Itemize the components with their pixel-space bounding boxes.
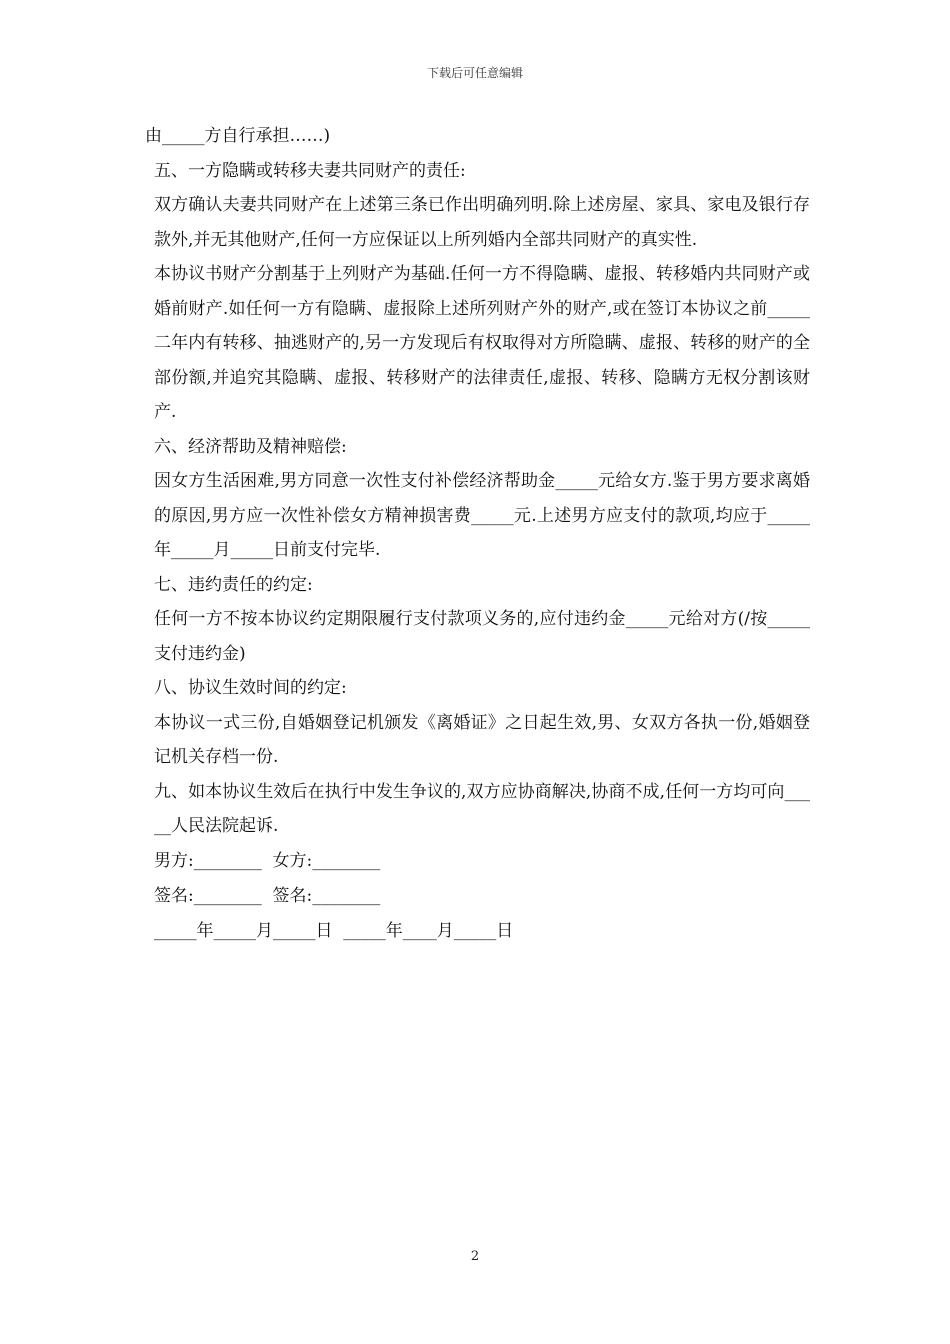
section-heading-5: 五、一方隐瞒或转移夫妻共同财产的责任: bbox=[154, 160, 466, 181]
section-heading-8: 八、协议生效时间的约定: bbox=[154, 678, 347, 698]
paragraph-effective-time: 本协议一式三份,自婚姻登记机颁发《离婚证》之日起生效,男、女双方各执一份,婚姻登记机关存档一份. bbox=[154, 712, 810, 767]
sign-row: 签名:________ 签名:________ bbox=[154, 885, 381, 906]
paragraph-cost-bearing: 由_____方自行承担……) bbox=[145, 126, 331, 146]
section-9-dispute-resolution: 九、如本协议生效后在执行中发生争议的,双方应协商解决,协商不成,任何一方均可向_____人民法院起诉. bbox=[154, 781, 810, 836]
document-body bbox=[145, 119, 810, 949]
page-header: 下载后可任意编辑 bbox=[426, 66, 523, 80]
paragraph-economic-help: 因女方生活困难,男方同意一次性支付补偿经济帮助金_____元给女方.鉴于男方要求离婚的原因,男方应一次性补偿女方精神损害费_____元.上述男方应支付的款项,均应于_____年_____月_____日前支付完毕. bbox=[154, 471, 810, 560]
paragraph-breach-penalty: 任何一方不按本协议约定期限履行支付款项义务的,应付违约金_____元给对方(/按_____支付违约金) bbox=[154, 609, 810, 664]
section-heading-7: 七、违约责任的约定: bbox=[154, 574, 313, 595]
signature-block bbox=[145, 844, 810, 949]
paragraph-property-confirmation: 双方确认夫妻共同财产在上述第三条已作出明确列明.除上述房屋、家具、家电及银行存款外,并无其他财产,任何一方应保证以上所列婚内全部共同财产的真实性. bbox=[154, 195, 810, 250]
section-heading-6: 六、经济帮助及精神赔偿: bbox=[154, 436, 347, 457]
date-row: _____年_____月_____日 _____年____月_____日 bbox=[154, 920, 514, 941]
page-number: 2 bbox=[470, 1249, 480, 1264]
parties-row: 男方:________ 女方:________ bbox=[154, 850, 381, 871]
paragraph-property-division-basis: 本协议书财产分割基于上列财产为基础.任何一方不得隐瞒、虚报、转移婚内共同财产或婚前财产.如任何一方有隐瞒、虚报除上述所列财产外的财产,或在签订本协议之前_____二年内有转移、抽逃财产的,另一方发现后有权取得对方所隐瞒、虚报、转移的财产的全部份额,并追究其隐瞒、虚报、转移财产的法律责任,虚报、转移、隐瞒方无权分割该财产. bbox=[154, 264, 810, 422]
